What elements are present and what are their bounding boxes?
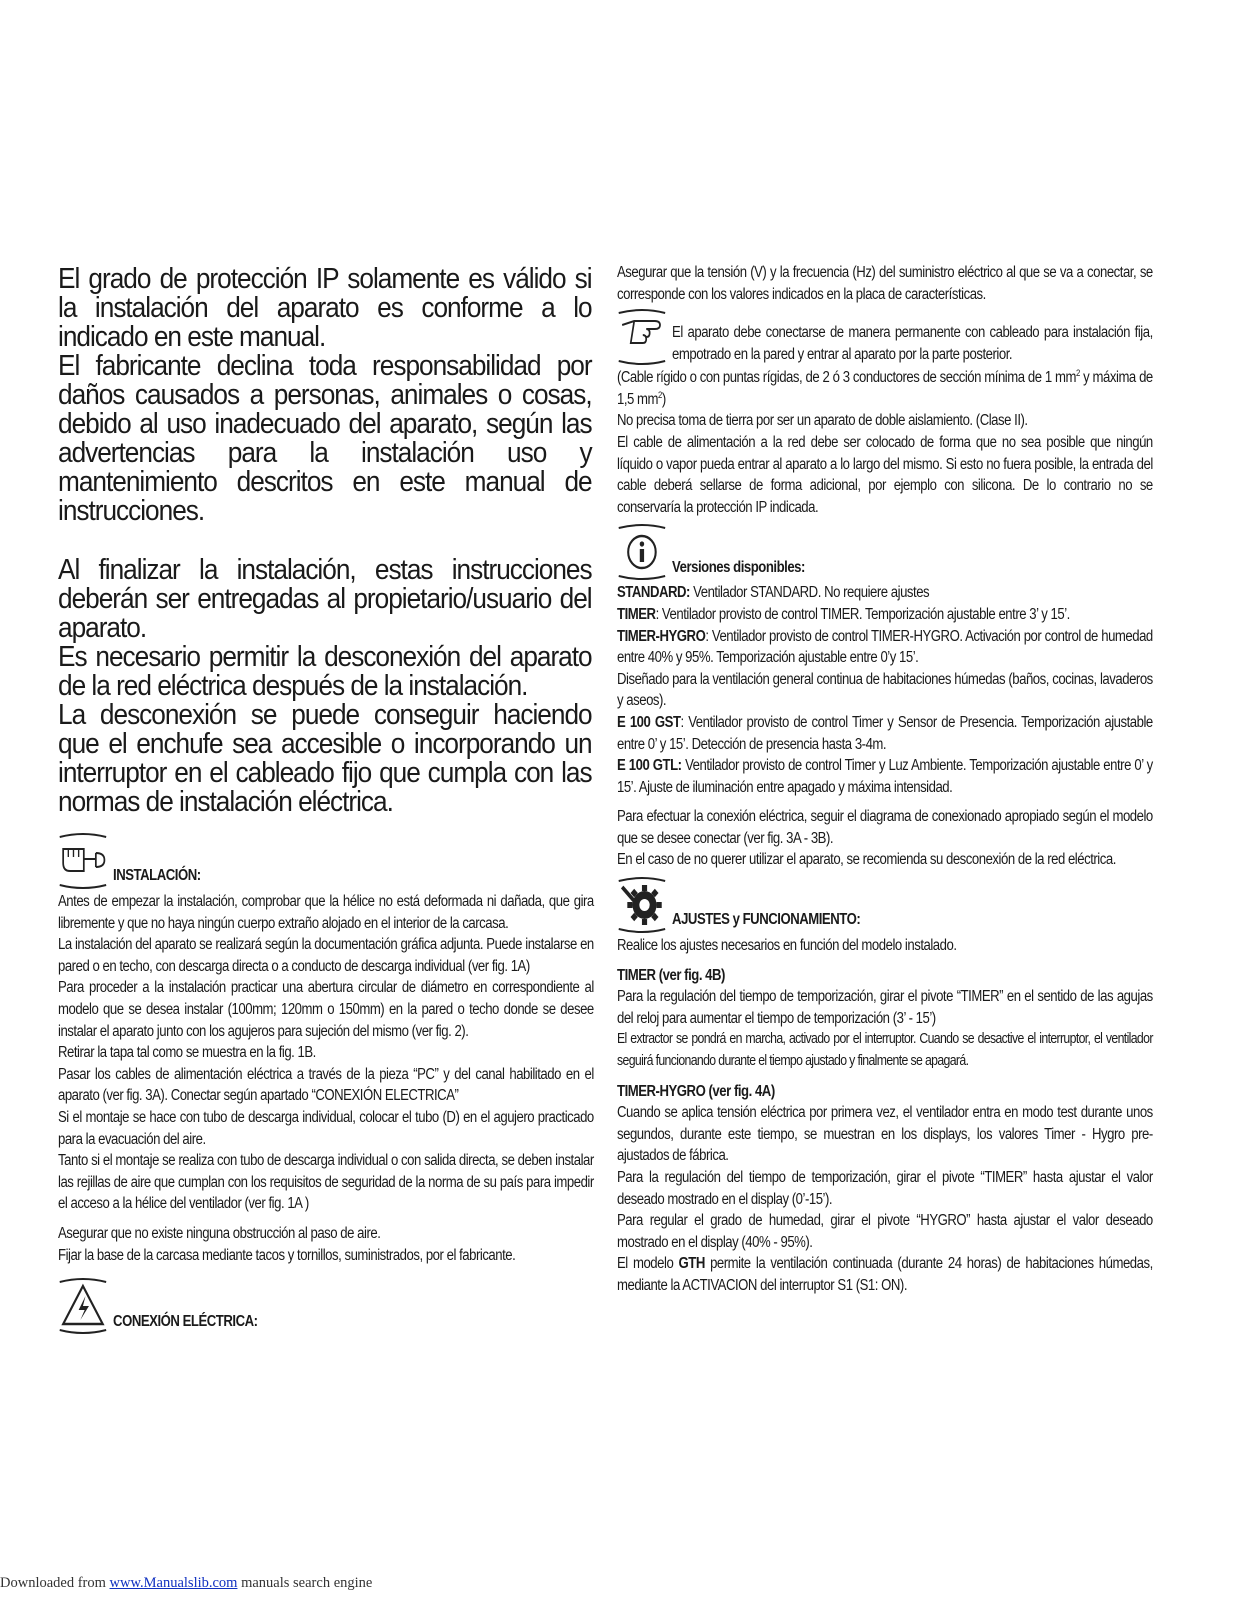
lead-paragraph-disconnect: Es necesario permitir la desconexión del aparato de la red eléctrica después de la instalación.	[58, 641, 592, 702]
timer-heading-text: TIMER (ver fig. 4B)	[617, 966, 725, 984]
electrical-header	[58, 1276, 594, 1334]
connection-p1: Para efectuar la conexión eléctrica, seguir el diagrama de conexionado apropiado según el modelo que se desee conectar (ver fig. 3A - 3B).	[617, 808, 1153, 847]
gth-label: GTH	[678, 1255, 705, 1273]
lead-warning-text	[58, 265, 592, 817]
hygro-p3: Para regular el grado de humedad, girar el pivote “HYGRO” hasta ajustar el valor deseado mostrado en el display (40% - 95%).	[617, 1212, 1153, 1251]
timer-p1: Para la regulación del tiempo de temporización, girar el pivote “TIMER” en el sentido de las agujas del reloj para aumentar el tiempo de temporización (3’ - 15’)	[617, 988, 1153, 1027]
lead-paragraph-handover: Al finalizar la instalación, estas instrucciones deberán ser entregadas al propietario/usuario del aparato.	[58, 554, 592, 644]
installation-p8: Asegurar que no existe ninguna obstrucción al paso de aire.	[58, 1224, 381, 1242]
hygro-p2: Para la regulación del tiempo de temporización, girar el pivote “TIMER” hasta ajustar el valor deseado mostrado en el display (0’-15’).	[617, 1169, 1153, 1208]
timer-heading	[617, 965, 1153, 987]
electrical-p3	[617, 367, 1153, 410]
electrical-p1: Asegurar que la tensión (V) y la frecuencia (Hz) del suministro eléctrico al que se va a conectar, se corresponde con los valores indicados en la placa de características.	[617, 264, 1153, 303]
installation-p7: Tanto si el montaje se realiza con tubo de descarga individual o con salida directa, se deben instalar las rejillas de aire que cumplan con los requisitos de seguridad de la norma de su país para impedir el acceso a la hélice del ventilador (ver fig. 1A )	[58, 1152, 594, 1213]
hygro-heading	[617, 1081, 1153, 1103]
timer-p2: El extractor se pondrá en marcha, activado por el interruptor. Cuando se desactive el interruptor, el ventilador seguirá funcionando durante el tiempo ajustado y finalmente se apagará.	[617, 1031, 1153, 1070]
electrical-p3-part-b: y máxima de 1,5 mm	[617, 369, 1153, 408]
superscript-2: 2	[658, 389, 662, 400]
version-timer-hygro	[617, 626, 1153, 669]
versions-designed: Diseñado para la ventilación general continua de habitaciones húmedas (baños, cocinas, lavaderos y aseos).	[617, 670, 1153, 710]
electrical-p5: El cable de alimentación a la red debe ser colocado de forma que no sea posible que ningún líquido o vapor pueda entrar al aparato a lo largo del mismo. Si esto no fuera posible, la entrada del cable deberá sellarse de forma adicional, por ejemplo con silicona. De lo contrario no se conservaría la protección IP indicada.	[617, 433, 1153, 516]
gth-pre: El modelo	[617, 1255, 679, 1273]
installation-p1: Antes de empezar la instalación, comprobar que la hélice no está deformada ni dañada, que gira libremente y que no haya ningún cuerpo extraño alojado en el interior de la carcasa.	[58, 893, 594, 932]
right-column	[617, 262, 1153, 1297]
gear-wrench-icon	[617, 875, 667, 933]
version-gtl	[617, 755, 1153, 798]
installation-section	[58, 831, 594, 1334]
version-gtl-label: E 100 GTL:	[617, 757, 682, 775]
installation-p4: Retirar la tapa tal como se muestra en la fig. 1B.	[58, 1044, 316, 1062]
version-timer-text: : Ventilador provisto de control TIMER. Temporización ajustable entre 3’ y 15’.	[655, 605, 1070, 623]
version-gst-label: E 100 GST	[617, 713, 681, 731]
lead-paragraph-liability: El fabricante declina toda responsabilidad por daños causados a personas, animales o cosas, debido al uso inadecuado del aparato, según las advertencias para la instalación uso y mantenimiento descritos en este manual de instrucciones.	[58, 350, 592, 527]
left-column	[58, 265, 593, 1336]
version-gtl-text: Ventilador provisto de control Timer y Luz Ambiente. Temporización ajustable entre 0’ y 15’. Ajuste de iluminación entre apagado y máxima intensidad.	[617, 757, 1153, 796]
version-hygro-text: : Ventilador provisto de control TIMER-HYGRO. Activación por control de humedad entre 40% y 95%. Temporización ajustable entre 0’y 15’.	[617, 627, 1153, 667]
hygro-p1: Cuando se aplica tensión eléctrica por primera vez, el ventilador entra en modo test durante unos segundos, durante este tiempo, se muestran en los displays, los valores Timer - Hygro pre-ajustados de fábrica.	[617, 1104, 1153, 1165]
version-gst-text: : Ventilador provisto de control Timer y Sensor de Presencia. Temporización ajustable entre 0’ y 15’. Detección de presencia hasta 3-4m.	[617, 713, 1153, 753]
installation-header	[58, 831, 594, 889]
download-footer	[0, 1575, 600, 1592]
installation-p5: Pasar los cables de alimentación eléctrica a través de la pieza “PC” y del canal habilitado en el aparato (ver fig. 3A). Conectar según apartado “CONEXIÓN ELECTRICA”	[58, 1065, 594, 1105]
electrical-note	[617, 307, 1153, 365]
gth-post: permite la ventilación continuada (durante 24 horas) de habitaciones húmedas, mediante la ACTIVACION del interruptor S1 (S1: ON).	[617, 1255, 1153, 1294]
version-hygro-label: TIMER-HYGRO	[617, 627, 706, 645]
installation-p6: Si el montaje se hace con tubo de descarga individual, colocar el tubo (D) en el agujero practicado para la evacuación del aire.	[58, 1108, 594, 1148]
adjust-intro: Realice los ajustes necesarios en función del modelo instalado.	[617, 937, 957, 955]
high-voltage-warning-icon	[58, 1276, 108, 1334]
superscript-2: 2	[1075, 368, 1080, 379]
version-standard-label: STANDARD:	[617, 584, 690, 602]
gth-paragraph	[617, 1253, 1153, 1296]
version-standard-text: Ventilador STANDARD. No requiere ajustes	[689, 584, 930, 602]
installation-p3: Para proceder a la instalación practicar una abertura circular de diámetro en correspondiente al modelo que se desea instalar (100mm; 120mm o 150mm) en la pared o techo donde se desee instalar el aparato junto con los agujeros para sujeción del mismo (ver fig. 2).	[58, 979, 594, 1040]
version-standard	[617, 582, 1153, 604]
versions-heading: Versiones disponibles:	[672, 558, 805, 576]
lead-paragraph-ip: El grado de protección IP solamente es válido si la instalación del aparato es conforme a lo indicado en este manual.	[58, 263, 592, 353]
lead-paragraph-switch: La desconexión se puede conseguir haciendo que el enchufe sea accesible o incorporando un interruptor en el cableado fijo que cumpla con las normas de instalación eléctrica.	[58, 699, 592, 818]
wrench-hand-icon	[58, 831, 108, 889]
footer-prefix: Downloaded from	[0, 1575, 110, 1591]
installation-p2: La instalación del aparato se realizará según la documentación gráfica adjunta. Puede instalarse en pared o en techo, con descarga directa o a conducto de descarga individual (ver fig. 1A)	[58, 936, 594, 975]
info-icon	[617, 522, 667, 580]
electrical-section	[617, 262, 1153, 1297]
footer-link[interactable]: www.Manualslib.com	[109, 1575, 238, 1591]
pointing-hand-icon	[617, 307, 667, 365]
version-gst	[617, 712, 1153, 755]
installation-p9: Fijar la base de la carcasa mediante tacos y tornillos, suministrados, por el fabricante.	[58, 1246, 516, 1264]
electrical-p4: No precisa toma de tierra por ser un aparato de doble aislamiento. (Clase II).	[617, 412, 1028, 430]
installation-heading: INSTALACIÓN:	[113, 867, 201, 885]
electrical-p2: El aparato debe conectarse de manera permanente con cableado para instalación fija, empotrado en la pared y entrar al aparato por la parte posterior.	[672, 324, 1153, 363]
hygro-heading-text: TIMER-HYGRO (ver fig. 4A)	[617, 1082, 775, 1100]
version-timer	[617, 604, 1153, 626]
electrical-p3-part-c: )	[661, 390, 666, 408]
electrical-p3-part-a: (Cable rígido o con puntas rígidas, de 2 ó 3 conductores de sección mínima de 1 mm	[617, 369, 1076, 387]
adjust-heading: AJUSTES y FUNCIONAMIENTO:	[672, 911, 861, 929]
adjust-header	[617, 875, 1153, 933]
version-timer-label: TIMER	[617, 605, 656, 623]
footer-suffix: manuals search engine	[237, 1575, 373, 1591]
versions-header	[617, 522, 1153, 580]
electrical-heading: CONEXIÓN ELÉCTRICA:	[113, 1312, 258, 1330]
connection-p2: En el caso de no querer utilizar el aparato, se recomienda su desconexión de la red eléctrica.	[617, 851, 1116, 869]
